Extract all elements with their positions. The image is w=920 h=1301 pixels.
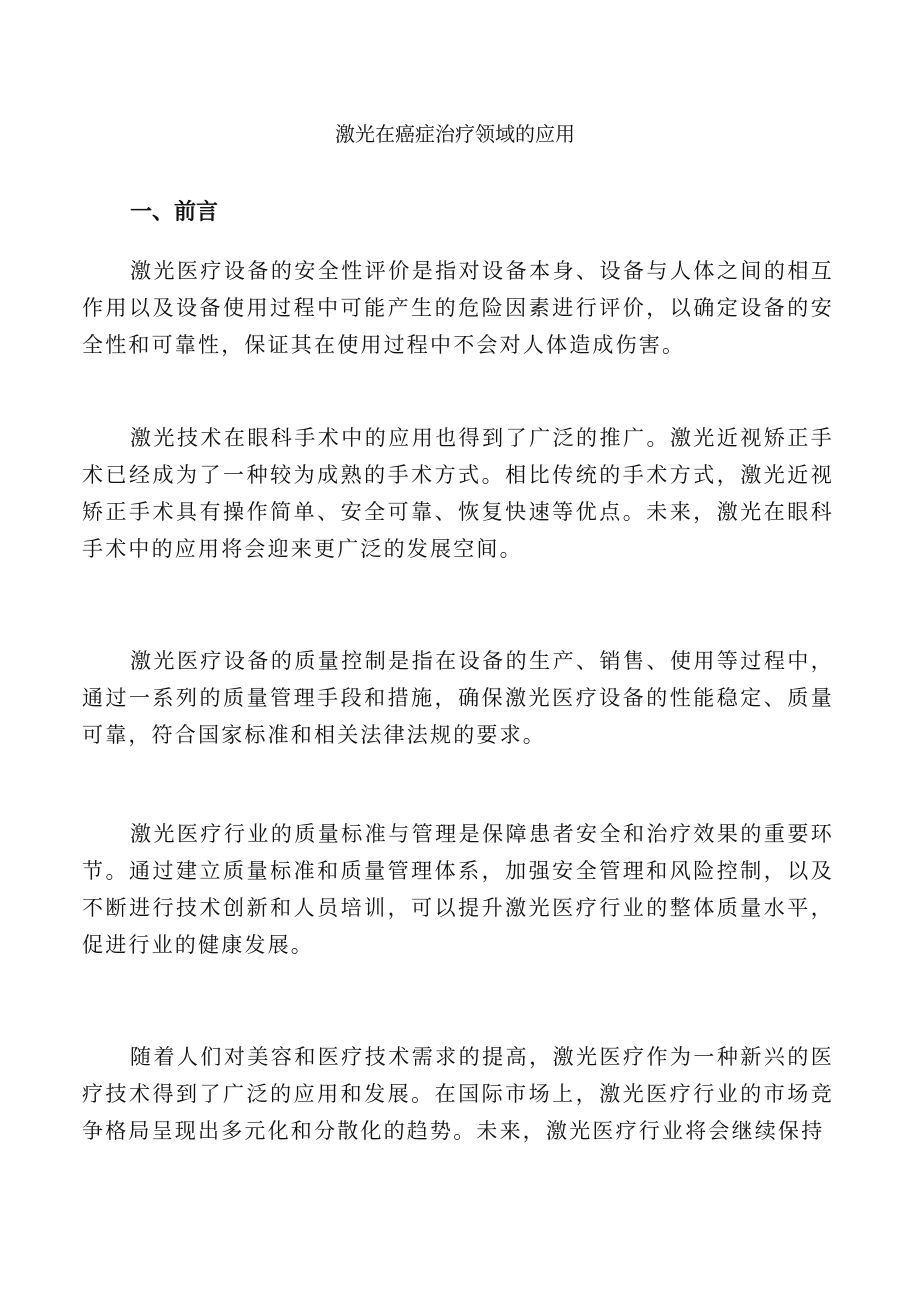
paragraph-quality-standards: 激光医疗行业的质量标准与管理是保障患者安全和治疗效果的重要环节。通过建立质量标准和质量管理体系，加强安全管理和风险控制，以及不断进行技术创新和人员培训，可以提升激光医疗行业的整体质量水平，促进行业的健康发展。 bbox=[82, 822, 834, 957]
paragraph-market-trends: 随着人们对美容和医疗技术需求的提高，激光医疗作为一种新兴的医疗技术得到了广泛的应用和发展。在国际市场上，激光医疗行业的市场竞争格局呈现出多元化和分散化的趋势。未来，激光医疗行业将会继续保持 bbox=[82, 1045, 834, 1143]
paragraph-quality-control: 激光医疗设备的质量控制是指在设备的生产、销售、使用等过程中，通过一系列的质量管理手段和措施，确保激光医疗设备的性能稳定、质量可靠，符合国家标准和相关法律法规的要求。 bbox=[82, 649, 834, 747]
paragraph-safety-evaluation: 激光医疗设备的安全性评价是指对设备本身、设备与人体之间的相互作用以及设备使用过程中可能产生的危险因素进行评价，以确定设备的安全性和可靠性，保证其在使用过程中不会对人体造成伤害。 bbox=[82, 259, 834, 357]
paragraph-ophthalmic-surgery: 激光技术在眼科手术中的应用也得到了广泛的推广。激光近视矫正手术已经成为了一种较为成熟的手术方式。相比传统的手术方式，激光近视矫正手术具有操作简单、安全可靠、恢复快速等优点。未来，激光在眼科手术中的应用将会迎来更广泛的发展空间。 bbox=[82, 426, 834, 561]
section-heading-preface: 一、前言 bbox=[130, 200, 219, 225]
document-title: 激光在癌症治疗领域的应用 bbox=[335, 122, 575, 146]
